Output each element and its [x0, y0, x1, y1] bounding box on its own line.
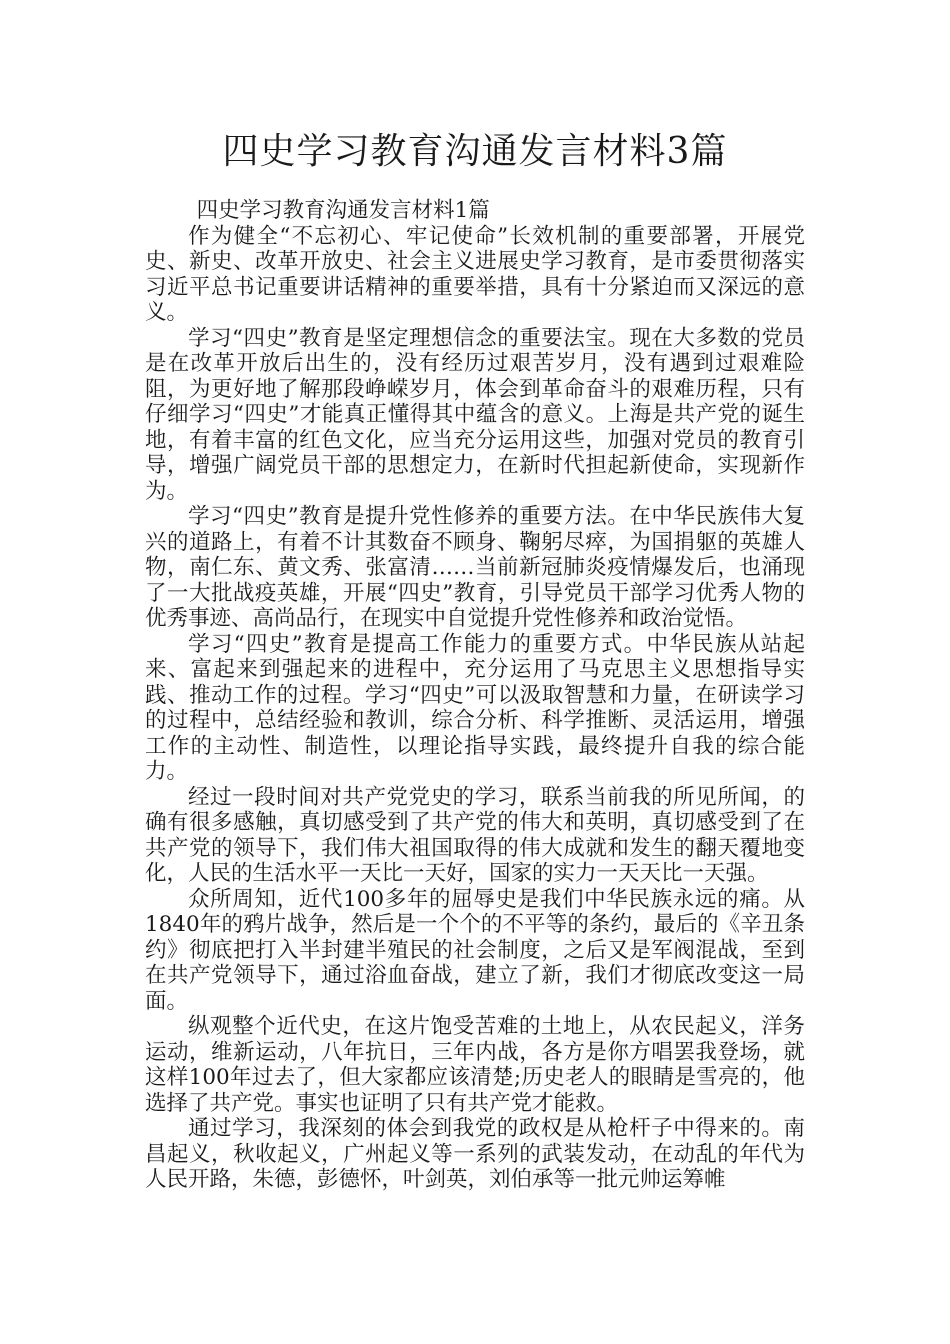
- document-title: 四史学习教育沟通发言材料3篇: [222, 131, 728, 172]
- paragraph: 学习“四史”教育是提升党性修养的重要方法。在中华民族伟大复兴的道路上，有着不计其数奋不顾身、鞠躬尽瘁，为国捐躯的英雄人物，南仁东、黄文秀、张富清……当前新冠肺炎疫情爆发后，也涌现了一大批战疫英雄，开展“四史”教育，引导党员干部学习优秀人物的优秀事迹、高尚品行，在现实中自觉提升党性修养和政治觉悟。: [145, 504, 805, 631]
- paragraph: 通过学习，我深刻的体会到我党的政权是从枪杆子中得来的。南昌起义，秋收起义，广州起义等一系列的武装发动，在动乱的年代为人民开路，朱德，彭德怀，叶剑英，刘伯承等一批元帅运筹帷: [145, 1116, 805, 1192]
- section-subtitle: 四史学习教育沟通发言材料1篇: [196, 198, 490, 223]
- paragraph: 作为健全“不忘初心、牢记使命”长效机制的重要部署，开展党史、新史、改革开放史、社会主义进展史学习教育，是市委贯彻落实习近平总书记重要讲话精神的重要举措，具有十分紧迫而又深远的意义。: [145, 223, 805, 325]
- paragraph: 学习“四史”教育是坚定理想信念的重要法宝。现在大多数的党员是在改革开放后出生的，没有经历过艰苦岁月，没有遇到过艰难险阻，为更好地了解那段峥嵘岁月，体会到革命奋斗的艰难历程，只有仔细学习“四史”才能真正懂得其中蕴含的意义。上海是共产党的诞生地，有着丰富的红色文化，应当充分运用这些，加强对党员的教育引导，增强广阔党员干部的思想定力，在新时代担起新使命，实现新作为。: [145, 325, 805, 504]
- paragraph: 经过一段时间对共产党党史的学习，联系当前我的所见所闻，的确有很多感触，真切感受到了共产党的伟大和英明，真切感受到了在共产党的领导下，我们伟大祖国取得的伟大成就和发生的翻天覆地变化，人民的生活水平一天比一天好，国家的实力一天天比一天强。: [145, 784, 805, 886]
- document-body: [145, 198, 805, 1193]
- paragraph: 众所周知，近代100多年的屈辱史是我们中华民族永远的痛。从1840年的鸦片战争，然后是一个个的不平等的条约，最后的《辛丑条约》彻底把打入半封建半殖民的社会制度，之后又是军阀混战，至到在共产党领导下，通过浴血奋战，建立了新，我们才彻底改变这一局面。: [145, 886, 805, 1014]
- paragraph: 学习“四史”教育是提高工作能力的重要方式。中华民族从站起来、富起来到强起来的进程中，充分运用了马克思主义思想指导实践、推动工作的过程。学习“四史”可以汲取智慧和力量，在研读学习的过程中，总结经验和教训，综合分析、科学推断、灵活运用，增强工作的主动性、制造性，以理论指导实践，最终提升自我的综合能力。: [145, 631, 805, 784]
- paragraph: 纵观整个近代史，在这片饱受苦难的土地上，从农民起义，洋务运动，维新运动，八年抗日，三年内战，各方是你方唱罢我登场，就这样100年过去了，但大家都应该清楚;历史老人的眼睛是雪亮的，他选择了共产党。事实也证明了只有共产党才能救。: [145, 1014, 805, 1116]
